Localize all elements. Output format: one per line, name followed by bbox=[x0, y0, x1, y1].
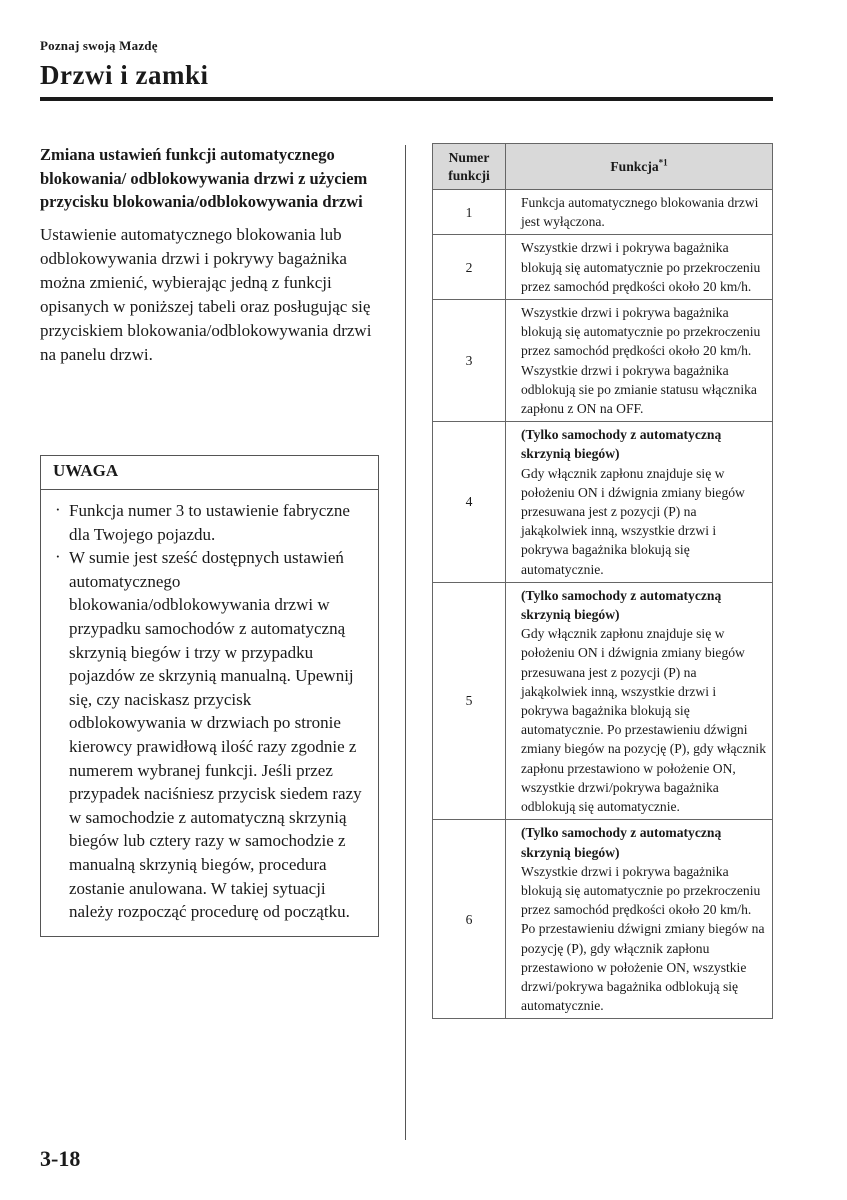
function-condition: (Tylko samochody z automatyczną skrzynią biegów) bbox=[521, 427, 722, 462]
note-body bbox=[41, 490, 378, 936]
note-item bbox=[55, 499, 366, 546]
function-description bbox=[506, 582, 773, 819]
table-row bbox=[433, 300, 773, 422]
footnote-marker: *1 bbox=[658, 157, 668, 168]
table-row bbox=[433, 820, 773, 1019]
intro-paragraph: Ustawienie automatycznego blokowania lub odblokowywania drzwi i pokrywy bagażnika można zmienić, wybierając jedną z funkcji opisanych w poniższej tabeli oraz posługując się przyciskiem blokowania/odblokowywania drzwi na panelu drzwi. bbox=[40, 224, 372, 364]
function-description bbox=[506, 422, 773, 583]
function-description bbox=[506, 300, 773, 422]
column-divider bbox=[405, 145, 406, 1140]
page-header bbox=[40, 38, 208, 91]
page-number: 3-18 bbox=[40, 1146, 81, 1171]
function-text: Gdy włącznik zapłonu znajduje się w położeniu ON i dźwignia zmiany biegów przesuwana jest z pozycji (P) na jakąkolwiek inną, wszystkie drzwi i pokrywa bagażnika blokują się automatycznie. Po przestawieniu dźwigni zmiany biegów na pozycję (P), gdy włącznik zapłonu przestawiono w położenie ON, wszystkie drzwi/pokrywa bagażnika odblokują się automatycznie. bbox=[521, 626, 766, 815]
left-column bbox=[40, 143, 380, 367]
function-description bbox=[506, 190, 773, 235]
function-text: Wszystkie drzwi i pokrywa bagażnika blokują się automatycznie po przekroczeniu przez samochód prędkości około 20 km/h. Po przestawieniu dźwigni zmiany biegów na pozycję (P), gdy włącznik zapłonu przestawiono w położenie ON, wszystkie drzwi/pokrywa bagażnika odblokują się automatycznie. bbox=[521, 863, 765, 1014]
section-label: Poznaj swoją Mazdę bbox=[40, 38, 158, 53]
col-header-function bbox=[506, 144, 773, 190]
table-row bbox=[433, 582, 773, 819]
function-number: 1 bbox=[433, 190, 506, 235]
function-number: 3 bbox=[433, 300, 506, 422]
note-title: UWAGA bbox=[41, 456, 378, 490]
subheading: Zmiana ustawień funkcji automatycznego blokowania/ odblokowywania drzwi z użyciem przycisku blokowania/odblokowywania drzwi bbox=[40, 145, 368, 211]
note-item-text: Funkcja numer 3 to ustawienie fabryczne dla Twojego pojazdu. bbox=[69, 501, 350, 544]
note-item-text: W sumie jest sześć dostępnych ustawień automatycznego blokowania/odblokowywania drzwi w przypadku samochodów z automatyczną skrzynią biegów i trzy w przypadku pojazdów ze skrzynią manualną. Upewnij się, czy naciskasz przycisk odblokowywania w drzwiach po stronie kierowcy prawidłową ilość razy zgodnie z numerem wybranej funkcji. Jeśli przez przypadek naciśniesz przycisk siedem razy w samochodzie z automatyczną skrzynią biegów lub cztery razy w samochodzie z manualną skrzynią biegów, procedura zostanie anulowana. W takiej sytuacji należy rozpocząć procedurę od początku. bbox=[69, 548, 362, 922]
table-row bbox=[433, 235, 773, 300]
note-item bbox=[55, 546, 366, 924]
table-header-row bbox=[433, 144, 773, 190]
function-text: Wszystkie drzwi i pokrywa bagażnika blokują się automatycznie po przekroczeniu przez samochód prędkości około 20 km/h. bbox=[521, 240, 761, 294]
function-text: Wszystkie drzwi i pokrywa bagażnika blokują się automatycznie po przekroczeniu przez samochód prędkości około 20 km/h. Wszystkie drzwi i pokrywa bagażnika odblokują sie po zmianie statusu włącznika zapłonu z ON na OFF. bbox=[521, 305, 761, 417]
function-condition: (Tylko samochody z automatyczną skrzynią biegów) bbox=[521, 825, 722, 860]
note-box bbox=[40, 455, 379, 937]
function-description bbox=[506, 820, 773, 1019]
function-number: 2 bbox=[433, 235, 506, 300]
function-number: 6 bbox=[433, 820, 506, 1019]
table-row bbox=[433, 190, 773, 235]
function-number: 4 bbox=[433, 422, 506, 583]
page-title: Drzwi i zamki bbox=[40, 60, 209, 90]
function-condition: (Tylko samochody z automatyczną skrzynią biegów) bbox=[521, 587, 722, 623]
bullet-icon: · bbox=[55, 500, 61, 519]
function-text: Funkcja automatycznego blokowania drzwi jest wyłączona. bbox=[521, 195, 759, 230]
bullet-icon: · bbox=[55, 547, 61, 567]
col-header-function-label: Funkcja bbox=[610, 158, 659, 174]
table-row bbox=[433, 422, 773, 583]
function-number: 5 bbox=[433, 582, 506, 819]
function-text: Gdy włącznik zapłonu znajduje się w położeniu ON i dźwignia zmiany biegów przesuwana jest z pozycji (P) na jakąkolwiek inną, wszystkie drzwi i pokrywa bagażnika blokują się automatycznie. bbox=[521, 465, 745, 577]
function-table bbox=[432, 143, 773, 1019]
header-rule bbox=[40, 97, 773, 101]
function-description bbox=[506, 235, 773, 300]
col-header-number: Numer funkcji bbox=[433, 144, 506, 190]
